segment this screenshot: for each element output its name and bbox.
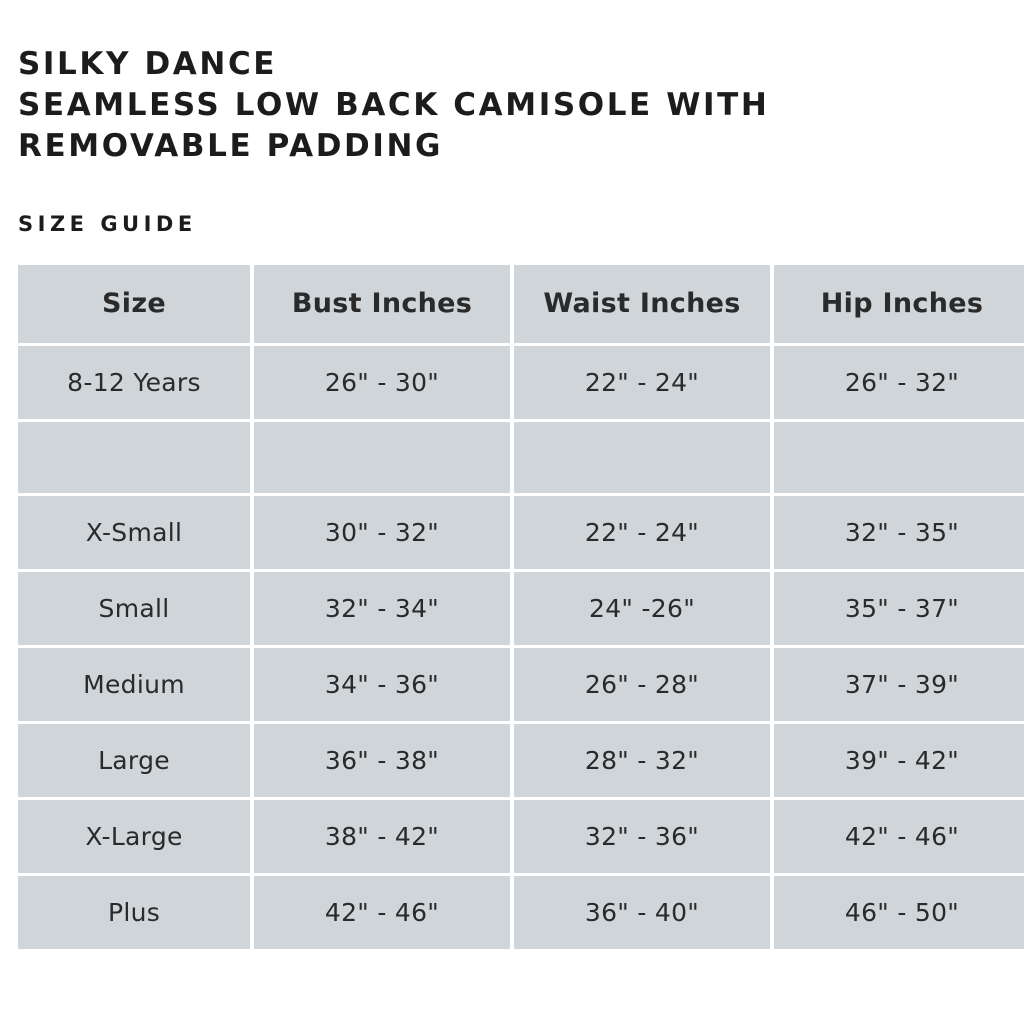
cell-hip: 46" - 50"	[774, 876, 1024, 949]
table-header-row	[18, 265, 1024, 343]
table-spacer-row	[18, 422, 1024, 493]
cell-hip: 26" - 32"	[774, 346, 1024, 419]
spacer-cell	[254, 422, 510, 493]
spacer-cell	[774, 422, 1024, 493]
table-body	[18, 346, 1024, 949]
cell-bust: 26" - 30"	[254, 346, 510, 419]
cell-hip: 37" - 39"	[774, 648, 1024, 721]
cell-size: 8-12 Years	[18, 346, 250, 419]
cell-size: X-Large	[18, 800, 250, 873]
spacer-cell	[18, 422, 250, 493]
cell-bust: 32" - 34"	[254, 572, 510, 645]
cell-waist: 36" - 40"	[514, 876, 770, 949]
cell-waist: 26" - 28"	[514, 648, 770, 721]
cell-waist: 22" - 24"	[514, 346, 770, 419]
table-header	[18, 265, 1024, 343]
cell-bust: 42" - 46"	[254, 876, 510, 949]
table-row	[18, 346, 1024, 419]
cell-bust: 34" - 36"	[254, 648, 510, 721]
cell-size: X-Small	[18, 496, 250, 569]
size-guide-table	[14, 262, 1024, 952]
cell-hip: 42" - 46"	[774, 800, 1024, 873]
cell-waist: 28" - 32"	[514, 724, 770, 797]
table-row	[18, 724, 1024, 797]
table-row	[18, 496, 1024, 569]
table-row	[18, 800, 1024, 873]
size-guide-heading: SIZE GUIDE	[18, 211, 197, 236]
column-header-bust: Bust Inches	[254, 265, 510, 343]
column-header-hip: Hip Inches	[774, 265, 1024, 343]
cell-size: Plus	[18, 876, 250, 949]
cell-waist: 22" - 24"	[514, 496, 770, 569]
cell-size: Large	[18, 724, 250, 797]
cell-bust: 30" - 32"	[254, 496, 510, 569]
cell-size: Medium	[18, 648, 250, 721]
table-row	[18, 876, 1024, 949]
cell-waist: 32" - 36"	[514, 800, 770, 873]
product-title	[18, 44, 996, 168]
table-row	[18, 572, 1024, 645]
cell-hip: 32" - 35"	[774, 496, 1024, 569]
cell-bust: 36" - 38"	[254, 724, 510, 797]
column-header-size: Size	[18, 265, 250, 343]
cell-waist: 24" -26"	[514, 572, 770, 645]
spacer-cell	[514, 422, 770, 493]
cell-bust: 38" - 42"	[254, 800, 510, 873]
product-title-line-2: SEAMLESS LOW BACK CAMISOLE WITH	[18, 87, 770, 124]
product-title-line-1: SILKY DANCE	[18, 46, 278, 82]
cell-size: Small	[18, 572, 250, 645]
cell-hip: 39" - 42"	[774, 724, 1024, 797]
cell-hip: 35" - 37"	[774, 572, 1024, 645]
product-title-line-3: REMOVABLE PADDING	[18, 128, 444, 165]
column-header-waist: Waist Inches	[514, 265, 770, 343]
table-row	[18, 648, 1024, 721]
